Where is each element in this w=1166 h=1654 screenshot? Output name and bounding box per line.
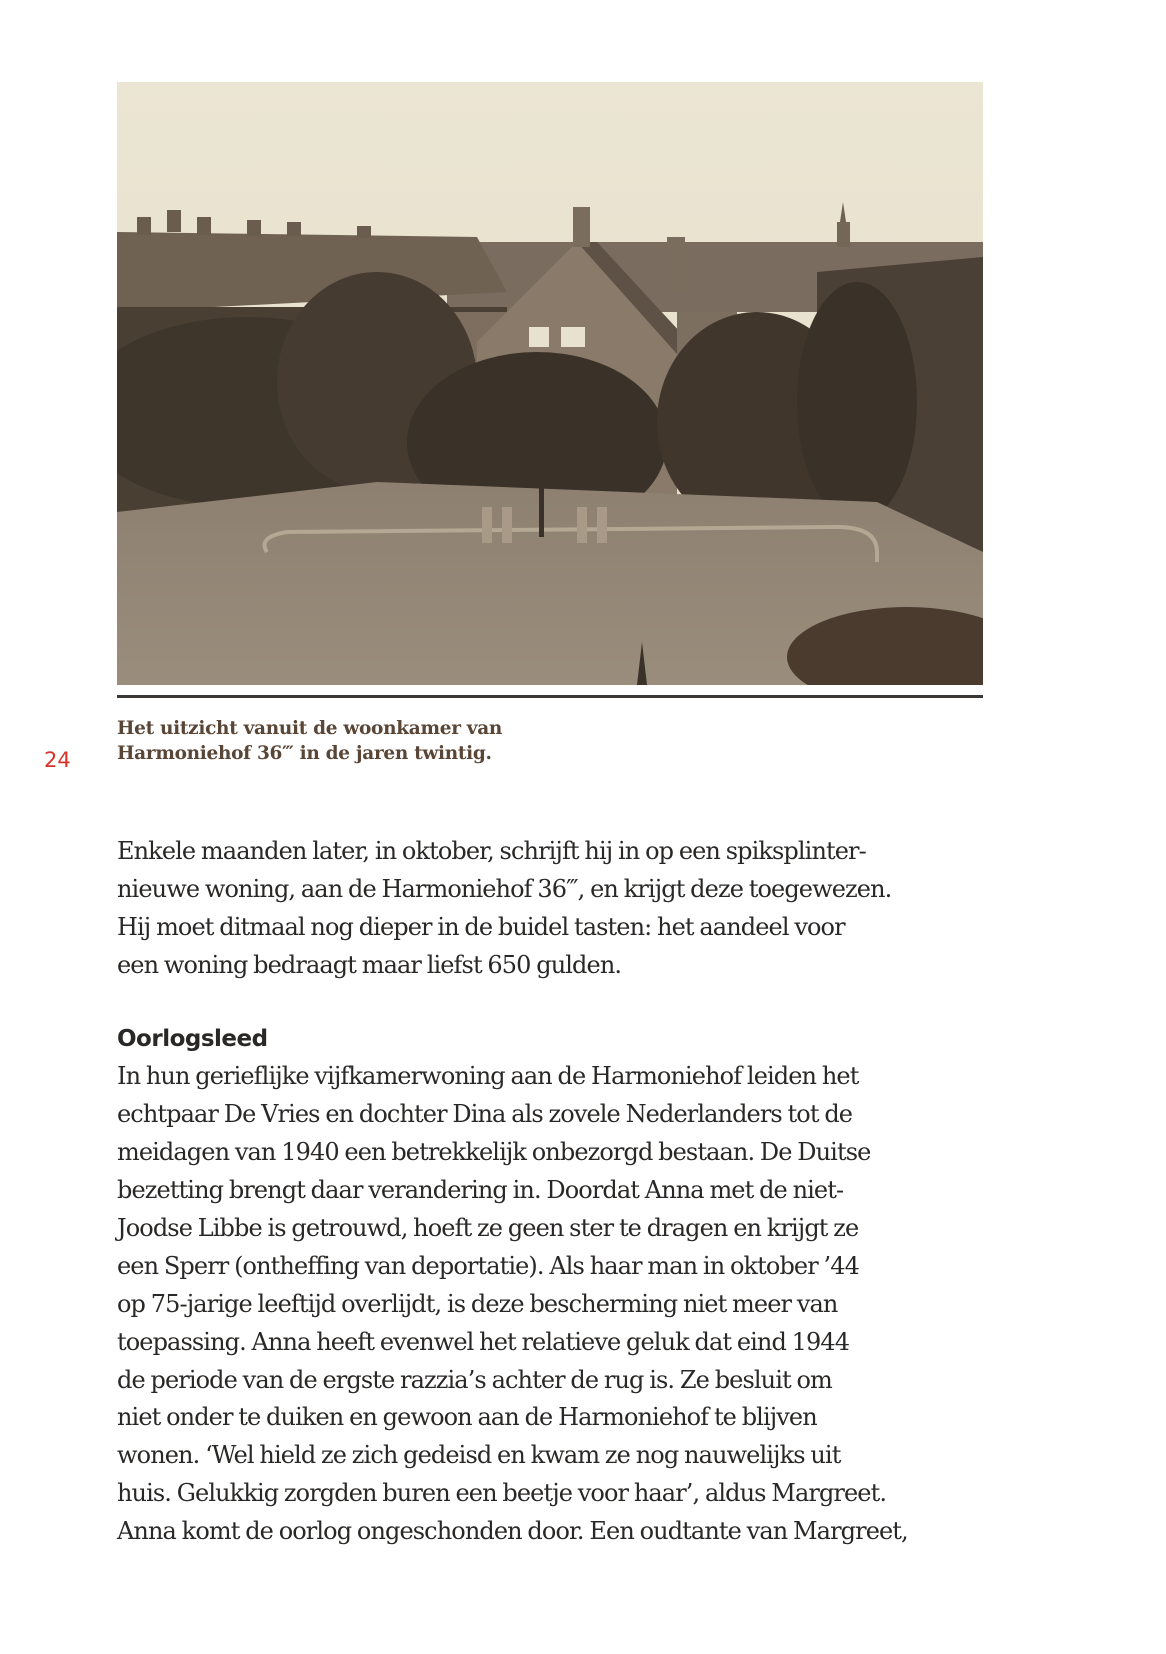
text-line: niet onder te duiken en gewoon aan de Harmoniehof te blijven (117, 1403, 817, 1432)
text-line: echtpaar De Vries en dochter Dina als zovele Nederlanders tot de (117, 1100, 853, 1129)
section-heading: Oorlogsleed (117, 1025, 268, 1052)
text-line: de periode van de ergste razzia’s achter de rug is. Ze besluit om (117, 1365, 832, 1394)
caption-rule (117, 695, 983, 698)
text-line: bezetting brengt daar verandering in. Doordat Anna met de niet- (117, 1176, 844, 1205)
historical-photo (117, 82, 983, 685)
text-line: Anna komt de oorlog ongeschonden door. Een oudtante van Margreet, (117, 1517, 908, 1546)
photo-illustration (117, 82, 983, 685)
text-line: nieuwe woning, aan de Harmoniehof 36‴, en krijgt deze toegewezen. (117, 874, 892, 903)
text-line: huis. Gelukkig zorgden buren een beetje voor haar’, aldus Margreet. (117, 1479, 887, 1508)
text-line: wonen. ‘Wel hield ze zich gedeisd en kwam ze nog nauwelijks uit (117, 1441, 841, 1470)
text-line: toepassing. Anna heeft evenwel het relatieve geluk dat eind 1944 (117, 1327, 850, 1356)
body-text (117, 833, 997, 1551)
text-line: Joodse Libbe is getrouwd, hoeft ze geen ster te dragen en krijgt ze (117, 1214, 859, 1243)
text-line: In hun gerieflijke vijfkamerwoning aan de Harmoniehof leiden het (117, 1062, 859, 1091)
photo-caption (117, 716, 817, 766)
text-line: Enkele maanden later, in oktober, schrijft hij in op een spiksplinter- (117, 837, 866, 865)
paragraph-1 (117, 833, 997, 985)
text-line: op 75-jarige leeftijd overlijdt, is deze bescherming niet meer van (117, 1289, 838, 1318)
text-line: een woning bedraagt maar liefst 650 gulden. (117, 950, 622, 979)
text-line: een Sperr (ontheffing van deportatie). Als haar man in oktober ’44 (117, 1251, 860, 1280)
paragraph-2 (117, 1058, 997, 1551)
caption-line: Het uitzicht vanuit de woonkamer van (117, 718, 503, 739)
page-number: 24 (44, 748, 71, 772)
caption-line: Harmoniehof 36‴ in de jaren twintig. (117, 743, 492, 764)
text-line: meidagen van 1940 een betrekkelijk onbezorgd bestaan. De Duitse (117, 1138, 871, 1167)
text-line: Hij moet ditmaal nog dieper in de buidel tasten: het aandeel voor (117, 912, 845, 941)
